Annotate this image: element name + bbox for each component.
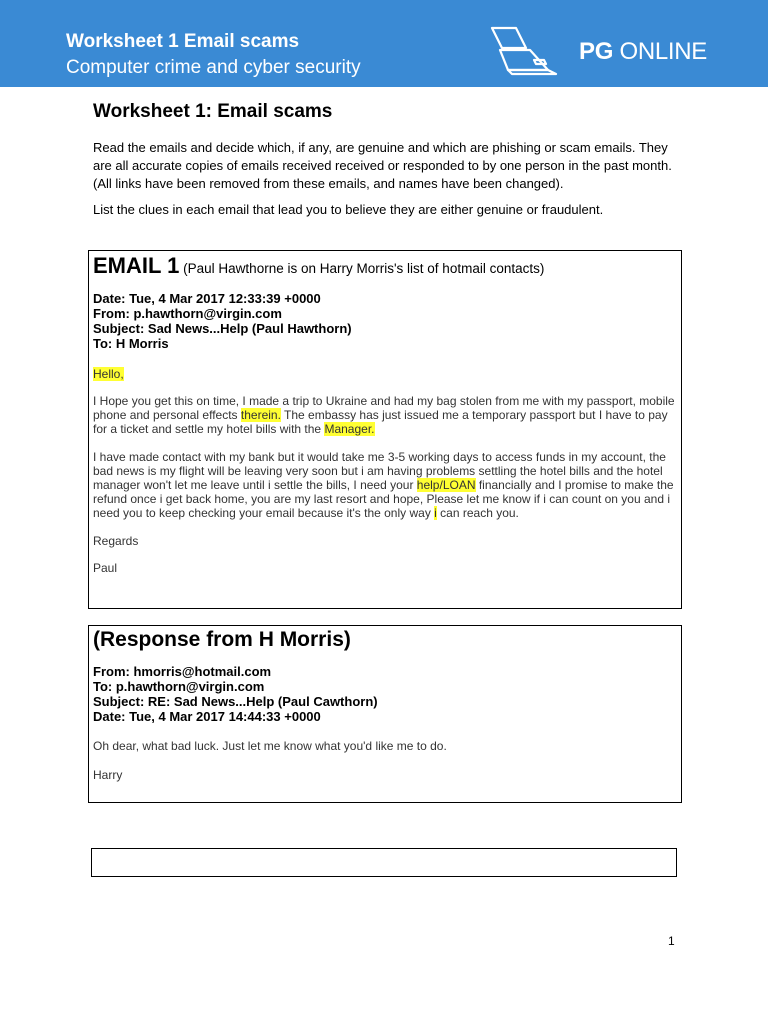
response-text: Oh dear, what bad luck. Just let me know what you'd like me to do. xyxy=(93,739,447,753)
email-from: From: p.hawthorn@virgin.com xyxy=(93,306,282,321)
email-1-body xyxy=(93,367,677,575)
response-to: To: p.hawthorn@virgin.com xyxy=(93,679,265,694)
email-subject: Subject: Sad News...Help (Paul Hawthorn) xyxy=(93,321,352,336)
highlight-manager: Manager. xyxy=(324,422,375,436)
email-1-headers xyxy=(93,291,677,351)
greeting-highlight: Hello, xyxy=(93,367,124,381)
response-subject: Subject: RE: Sad News...Help (Paul Cawthorn) xyxy=(93,694,378,709)
instructions-clues: List the clues in each email that lead you to believe they are either genuine or fraudulent. xyxy=(93,202,604,217)
response-title: (Response from H Morris) xyxy=(93,628,351,651)
email-to: To: H Morris xyxy=(93,336,169,351)
email-paragraph-1: I Hope you get this on time, I made a trip to Ukraine and had my bag stolen from me with my passport, mobile phone and personal effects therein. The embassy has just issued me a temporary passport but I have to pay for a ticket and settle my hotel bills with the Manager. xyxy=(93,394,675,436)
response-box xyxy=(88,625,682,803)
answer-box[interactable] xyxy=(91,848,677,877)
email-paragraph-2: I have made contact with my bank but it would take me 3-5 working days to access funds in my account, the bad news is my flight will be leaving very soon but i am having problems settling the hotel bills and the hotel manager won't let me leave until i settle the bills, I need your help/LOAN financially and I promise to make the refund once i get back home, you are my last resort and hope, Please let me know if i can count on you and i need you to keep checking your email because it's the only way i can reach you. xyxy=(93,450,674,520)
response-headers xyxy=(93,664,677,724)
instructions-paragraph: Read the emails and decide which, if any, are genuine and which are phishing or scam emails. They are all accurate copies of emails received received or responded to by one person in the past month. (All links have been removed from these emails, and names have been changed). xyxy=(93,140,672,191)
pg-online-logo xyxy=(486,26,716,76)
worksheet-title: Worksheet 1 Email scams xyxy=(66,31,300,52)
highlight-help-loan: help/LOAN xyxy=(416,478,476,492)
highlight-i: i xyxy=(434,506,437,520)
brand-name: PG ONLINE xyxy=(579,38,708,65)
response-body xyxy=(93,739,677,782)
email-date: Date: Tue, 4 Mar 2017 12:33:39 +0000 xyxy=(93,291,321,306)
highlight-therein: therein. xyxy=(240,408,281,422)
page-number: 1 xyxy=(668,934,675,948)
response-date: Date: Tue, 4 Mar 2017 14:44:33 +0000 xyxy=(93,709,321,724)
worksheet-subtitle: Computer crime and cyber security xyxy=(66,57,361,78)
header-banner xyxy=(0,0,768,87)
email-sender-name: Paul xyxy=(93,561,118,575)
email-signoff: Regards xyxy=(93,534,139,548)
page-heading: Worksheet 1: Email scams xyxy=(93,101,333,122)
instructions xyxy=(93,139,683,219)
response-sender-name: Harry xyxy=(93,768,123,782)
email-1-box xyxy=(88,250,682,609)
response-from: From: hmorris@hotmail.com xyxy=(93,664,272,679)
laptop-icon xyxy=(486,26,576,76)
email-1-title: EMAIL 1 (Paul Hawthorne is on Harry Morris's list of hotmail contacts) xyxy=(93,253,545,278)
